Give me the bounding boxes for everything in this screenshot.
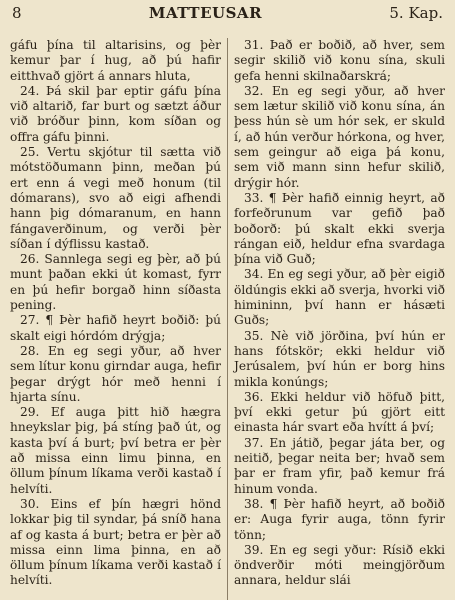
page-number: 8 [12, 4, 22, 22]
verse-38: 38. ¶ Þèr hafið heyrt, að boðið er: Auga fyrir auga, tönn fyrir tönn; [234, 496, 445, 542]
left-column [10, 38, 227, 600]
verse-30: 30. Eins ef þín hægri hönd lokkar þig til syndar, þá sníð hana af og kasta á burt; betra er þèr að missa einn lima þinna, en að öllum þínum líkama verði kastað í helvíti. [10, 496, 221, 588]
verse-26: 26. Sannlega segi eg þèr, að þú munt þaðan ekki út komast, fyrr en þú hefir borgað hinn síðasta pening. [10, 252, 221, 313]
verse-29: 29. Ef auga þitt hið hægra hneykslar þig, þá stíng það út, og kasta því á burt; því betra er þèr að missa einn limu þinna, en öllum þínum líkama verði kastað í helvíti. [10, 405, 221, 496]
verse-35: 35. Nè við jörðina, því hún er hans fótskör; ekki heldur við Jerúsalem, því hún er borg hins mikla konúngs; [234, 328, 445, 389]
right-column [227, 38, 445, 600]
verse-37: 37. En játið, þegar játa ber, og neitið, þegar neita ber; hvað sem þar er fram yfir, það kemur frá hinum vonda. [234, 435, 445, 496]
verse-32: 32. En eg segi yður, að hver sem lætur skilið við konu sína, án þess hún sè um hór sek, er skuld í, að hún verður hórkona, og hver, sem geingur að eiga þá konu, sem við mann sinn hefur skilið, drýgir hór. [234, 83, 445, 190]
verse-36: 36. Ekki heldur við höfuð þitt, því ekki getur þú gjört eitt einasta hár svart eða hvítt á því; [234, 389, 445, 435]
verse-34: 34. En eg segi yður, að þèr eigið öldúngis ekki að sverja, hvorki við himininn, því hann er hásæti Guðs; [234, 267, 445, 328]
verse-39: 39. En eg segi yður: Rísið ekki öndverðir móti meingjörðum annara, heldur slái [234, 542, 445, 588]
chapter-label: 5. Kap. [389, 4, 443, 22]
verse-33: 33. ¶ Þèr hafið einnig heyrt, að forfeðrunum var gefið það boðorð: þú skalt ekki sverja rángan eið, heldur efna svardaga þína við Guð; [234, 190, 445, 267]
verse-27: 27. ¶ Þèr hafið heyrt boðið: þú skalt eigi hórdóm drýgja; [10, 313, 221, 343]
verse-25: 25. Vertu skjótur til sætta við mótstöðumann þinn, meðan þú ert enn á vegi með honum (til dómarans), svo að eigi afhendi hann þig dómaranum, en hann fángaverðinum, og verði þèr síðan í dýflissu kastað. [10, 145, 221, 251]
running-header [10, 4, 445, 34]
verse-24: 24. Þá skil þar eptir gáfu þína við altarið, far burt og sætzt áður við bróður þinn, kom síðan og offra gáfu þinni. [10, 83, 221, 144]
verse-31: 31. Það er boðið, að hver, sem segir skilið við konu sína, skuli gefa henni skilnaðarskrá; [234, 38, 445, 83]
two-column-body [10, 38, 445, 600]
book-title: MATTEUSAR [148, 4, 263, 22]
verse-28: 28. En eg segi yður, að hver sem lítur konu girndar auga, hefir þegar drýgt hór með henni í hjarta sínu. [10, 343, 221, 404]
verse-continuation: gáfu þína til altarisins, og þèr kemur þar í hug, að þú hafir eitthvað gjört á annars hluta, [10, 38, 221, 83]
